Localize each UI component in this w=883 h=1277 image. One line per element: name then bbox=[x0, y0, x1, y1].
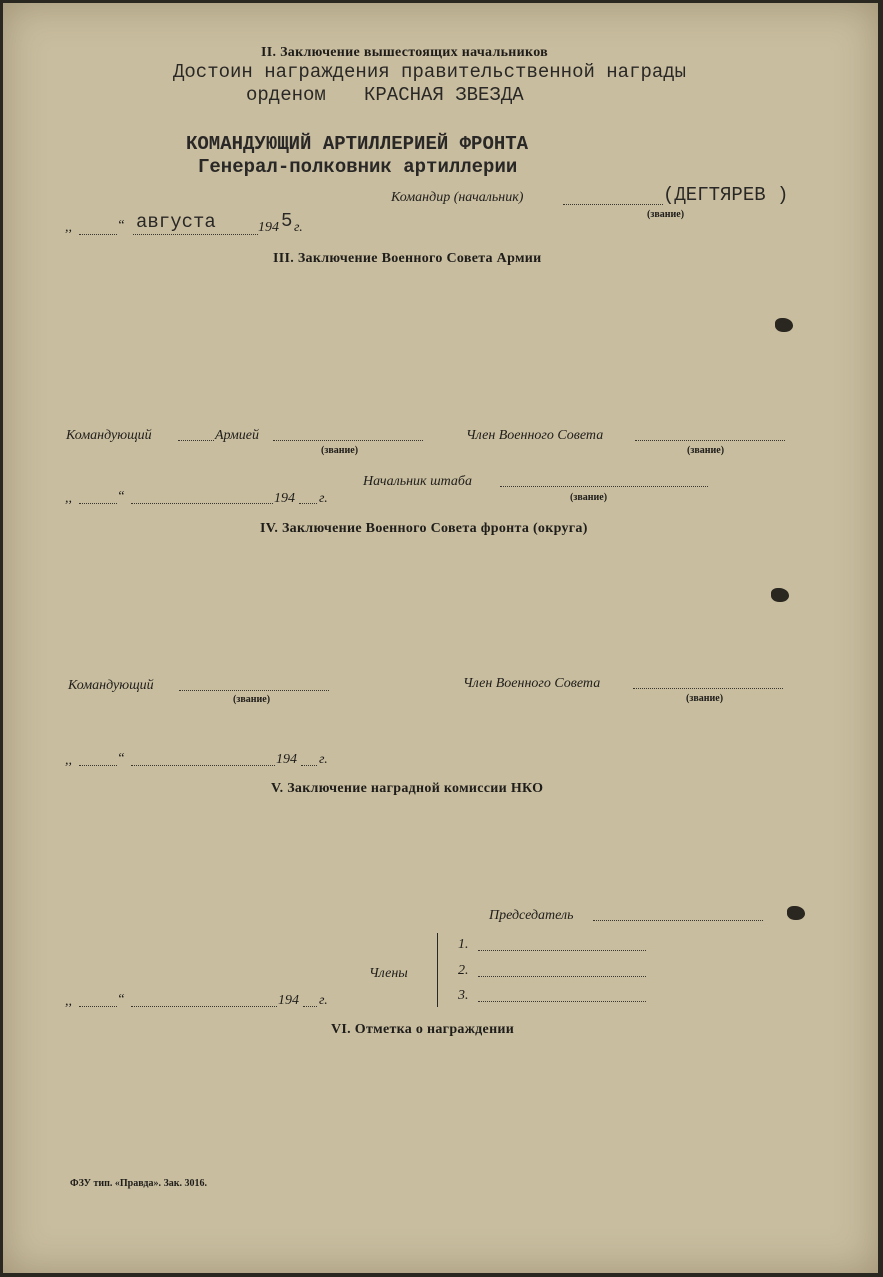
member-2-label: 2. bbox=[458, 963, 469, 978]
date-year-line bbox=[299, 503, 317, 504]
chief-of-staff-line bbox=[500, 486, 708, 487]
date-month-line bbox=[133, 234, 258, 235]
rank-caption: (звание) bbox=[321, 445, 359, 456]
date-quote-close: “ bbox=[117, 218, 125, 233]
rank-caption: (звание) bbox=[647, 209, 685, 220]
typed-position: КОМАНДУЮЩИЙ АРТИЛЛЕРИЕЙ ФРОНТА bbox=[186, 133, 529, 155]
date-year: 194 bbox=[274, 491, 295, 506]
member-1-line bbox=[478, 950, 646, 951]
date-day-line bbox=[79, 503, 117, 504]
front-council-member-label: Член Военного Совета bbox=[463, 676, 601, 691]
members-label: Члены bbox=[369, 966, 408, 981]
date-day-line bbox=[79, 765, 117, 766]
date-year-line bbox=[301, 765, 317, 766]
date-year-prefix: 194 bbox=[258, 220, 279, 235]
award-sheet bbox=[3, 3, 878, 1273]
typed-rank: Генерал-полковник артиллерии bbox=[198, 156, 518, 178]
date-quote-close: “ bbox=[117, 751, 125, 766]
typed-order-word: орденом bbox=[246, 84, 326, 106]
date-year-suffix: г. bbox=[319, 752, 328, 767]
front-commander-line bbox=[179, 690, 329, 691]
section-5-title: V. Заключение наградной комиссии НКО bbox=[271, 781, 544, 796]
date-year-suffix: г. bbox=[319, 491, 328, 506]
section-4-title: IV. Заключение Военного Совета фронта (округа) bbox=[260, 521, 588, 536]
date-year-suffix: г. bbox=[319, 993, 328, 1008]
punch-hole bbox=[787, 906, 805, 920]
punch-hole bbox=[775, 318, 793, 332]
army-commander-label: Командующий bbox=[66, 428, 152, 443]
council-member-label: Член Военного Совета bbox=[466, 428, 604, 443]
member-3-label: 3. bbox=[458, 988, 469, 1003]
punch-hole bbox=[771, 588, 789, 602]
typed-year-digit: 5 bbox=[281, 210, 293, 232]
front-council-member-line bbox=[633, 688, 783, 689]
printer-footer: ФЗУ тип. «Правда». Зак. 3016. bbox=[70, 1178, 207, 1189]
army-commander-line-a bbox=[178, 440, 214, 441]
typed-signer-name: (ДЕГТЯРЕВ ) bbox=[663, 184, 789, 206]
commander-label: Командир (начальник) bbox=[391, 190, 524, 205]
army-label: Армией bbox=[215, 428, 260, 443]
rank-caption: (звание) bbox=[233, 694, 271, 705]
typed-order-name: КРАСНАЯ ЗВЕЗДА bbox=[364, 84, 524, 106]
member-2-line bbox=[478, 976, 646, 977]
chairman-label: Председатель bbox=[489, 908, 574, 923]
council-member-line bbox=[635, 440, 785, 441]
rank-caption: (звание) bbox=[570, 492, 608, 503]
rank-caption: (звание) bbox=[686, 693, 724, 704]
section-6-title: VI. Отметка о награждении bbox=[331, 1022, 515, 1037]
rank-caption: (звание) bbox=[687, 445, 725, 456]
date-month-line bbox=[131, 1006, 277, 1007]
date-quote-open: ,, bbox=[65, 994, 72, 1009]
date-month-line bbox=[131, 503, 273, 504]
date-year: 194 bbox=[278, 993, 299, 1008]
army-commander-line-b bbox=[273, 440, 423, 441]
date-year-suffix: г. bbox=[294, 220, 303, 235]
date-quote-open: ,, bbox=[65, 753, 72, 768]
members-bracket bbox=[437, 933, 438, 1007]
date-year-line bbox=[303, 1006, 317, 1007]
date-month-line bbox=[131, 765, 275, 766]
commander-signature-line bbox=[563, 204, 663, 205]
date-quote-open: ,, bbox=[65, 491, 72, 506]
typed-award-line: Достоин награждения правительственной награды bbox=[173, 61, 687, 83]
date-year: 194 bbox=[276, 752, 297, 767]
date-day-line bbox=[79, 1006, 117, 1007]
section-3-title: III. Заключение Военного Совета Армии bbox=[273, 251, 542, 266]
date-day-line bbox=[79, 234, 117, 235]
section-2-title: II. Заключение вышестоящих начальников bbox=[261, 45, 549, 60]
typed-month: августа bbox=[136, 211, 216, 233]
chairman-line bbox=[593, 920, 763, 921]
member-1-label: 1. bbox=[458, 937, 469, 952]
front-commander-label: Командующий bbox=[68, 678, 154, 693]
date-quote-close: “ bbox=[117, 489, 125, 504]
date-quote-open: ,, bbox=[65, 220, 72, 235]
chief-of-staff-label: Начальник штаба bbox=[363, 474, 472, 489]
member-3-line bbox=[478, 1001, 646, 1002]
date-quote-close: “ bbox=[117, 992, 125, 1007]
